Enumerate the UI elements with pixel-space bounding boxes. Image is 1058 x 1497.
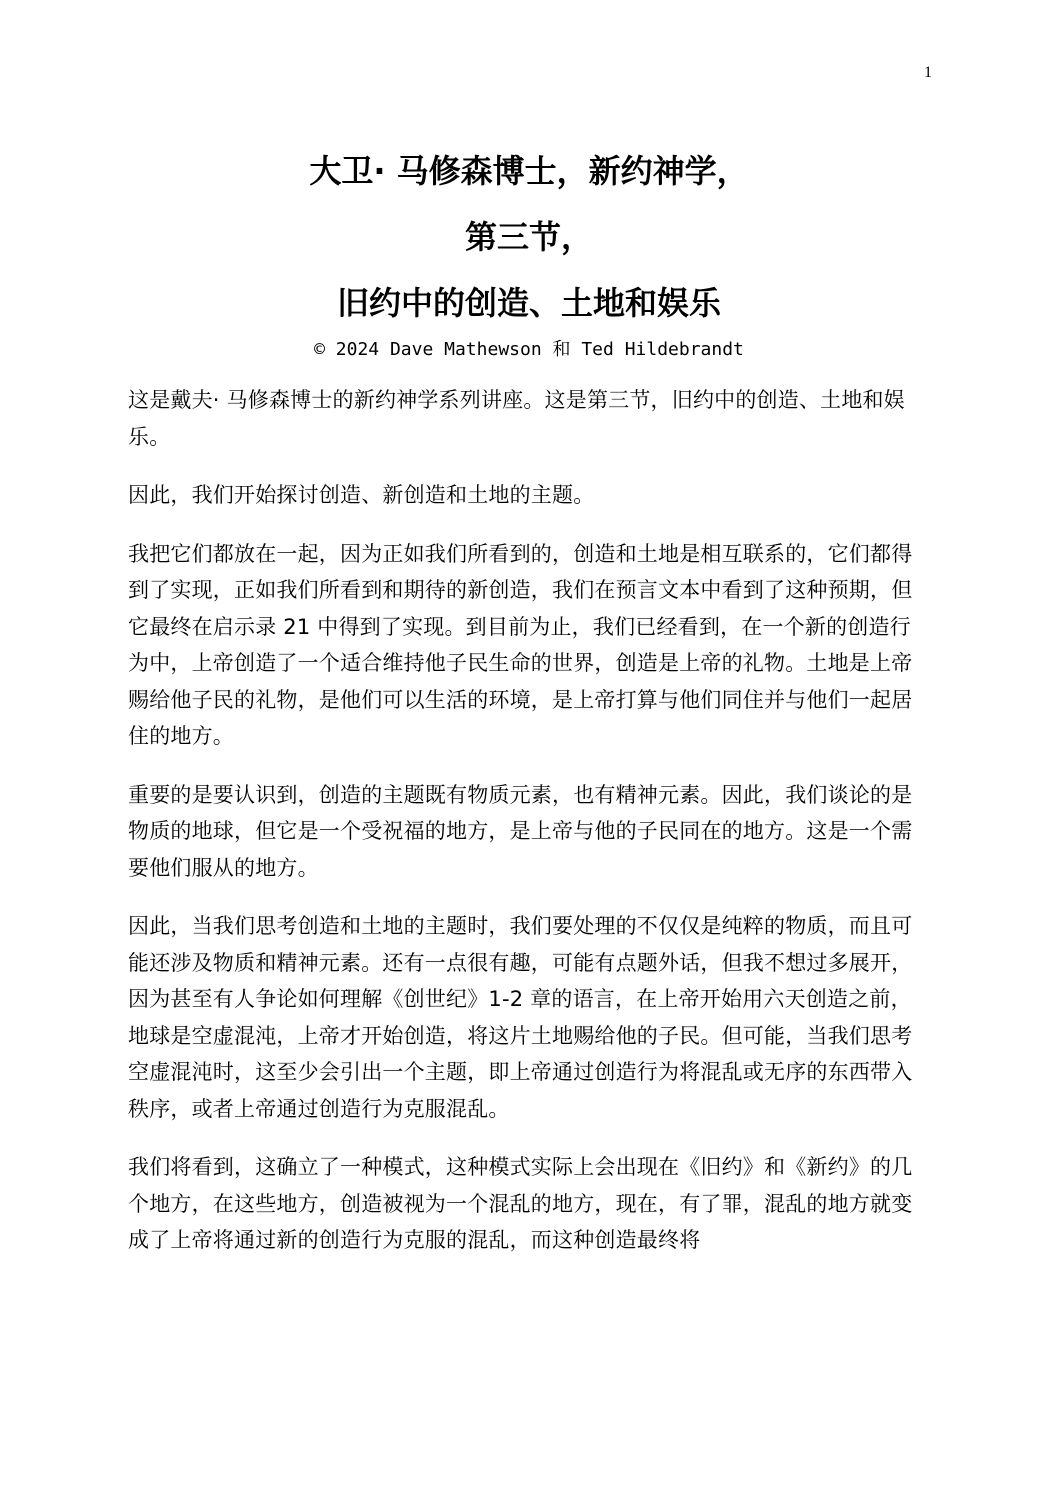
paragraph: 重要的是要认识到，创造的主题既有物质元素，也有精神元素。因此，我们谈论的是物质的地球，但它是一个受祝福的地方，是上帝与他的子民同在的地方。这是一个需要他们服从的地方。 (128, 782, 913, 880)
title-line-2: 第三节， (464, 218, 593, 256)
document-title (0, 138, 1058, 364)
title-line-3: 旧约中的创造、土地和娱乐 (336, 284, 721, 322)
title-line-1: 大卫· 马修森博士，新约神学， (309, 152, 749, 190)
paragraph: 因此，当我们思考创造和土地的主题时，我们要处理的不仅仅是纯粹的物质，而且可能还涉及物质和精神元素。还有一点很有趣，可能有点题外话，但我不想过多展开，因为甚至有人争论如何理解《创世纪》1-2 章的语言，在上帝开始用六天创造之前，地球是空虚混沌，上帝才开始创造，将这片土地赐给他的子民。但可能，当我们思考空虚混沌时，这至少会引出一个主题，即上帝通过创造行为将混乱或无序的东西带入秩序，或者上帝通过创造行为克服混乱。 (128, 914, 913, 1121)
paragraph: 我把它们都放在一起，因为正如我们所看到的，创造和土地是相互联系的，它们都得到了实现，正如我们所看到和期待的新创造，我们在预言文本中看到了这种预期，但它最终在启示录 21 中得到了实现。到目前为止，我们已经看到，在一个新的创造行为中，上帝创造了一个适合维持他子民生命的世界，创造是上帝的礼物。土地是上帝赐给他子民的礼物，是他们可以生活的环境，是上帝打算与他们同住并与他们一起居住的地方。 (128, 541, 913, 748)
copyright-notice: © 2024 Dave Mathewson 和 Ted Hildebrandt (314, 339, 744, 360)
page-number: 1 (924, 64, 932, 81)
paragraph: 我们将看到，这确立了一种模式，这种模式实际上会出现在《旧约》和《新约》的几个地方，在这些地方，创造被视为一个混乱的地方，现在，有了罪，混乱的地方就变成了上帝将通过新的创造行为克服的混乱，而这种创造最终将 (128, 1155, 913, 1252)
document-body (128, 382, 928, 1281)
paragraph: 这是戴夫· 马修森博士的新约神学系列讲座。这是第三节，旧约中的创造、土地和娱乐。 (128, 388, 905, 449)
paragraph: 因此，我们开始探讨创造、新创造和土地的主题。 (128, 483, 595, 507)
